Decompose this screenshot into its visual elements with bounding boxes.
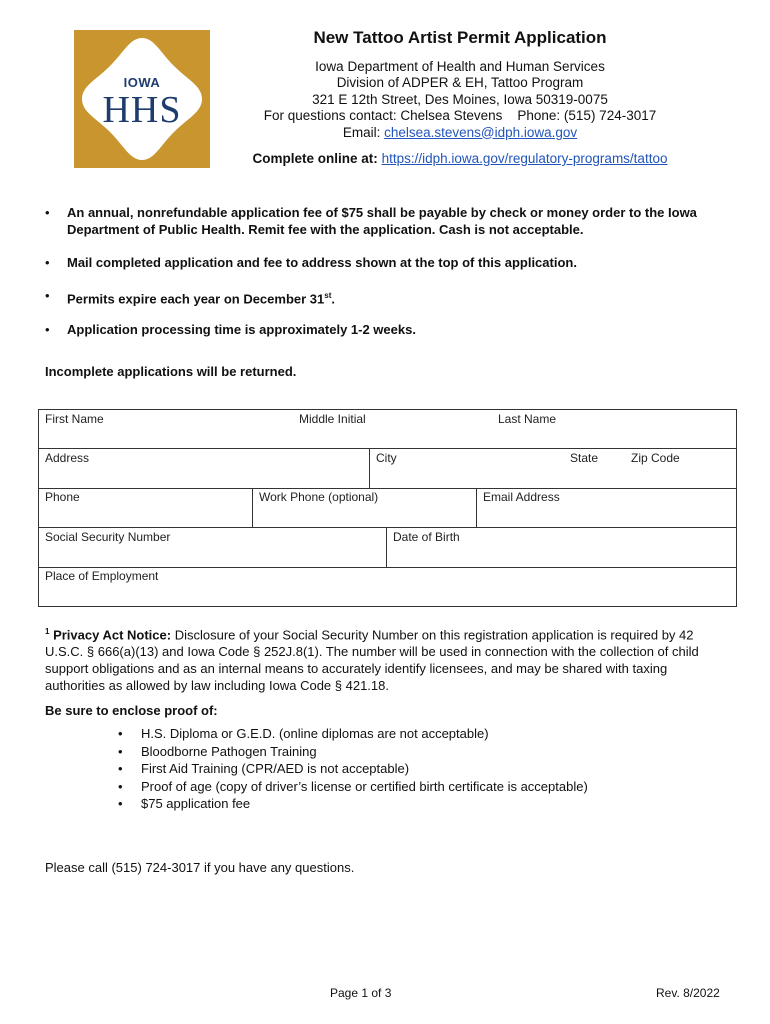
expire-bullet	[45, 288, 335, 308]
enclose-item: • H.S. Diploma or G.E.D. (online diplomas are not acceptable)	[118, 725, 588, 743]
expire-superscript: st	[324, 291, 332, 300]
contact-line: For questions contact: Chelsea Stevens Phone: (515) 724-3017	[263, 108, 657, 123]
email-address-field[interactable]: Email Address	[483, 490, 560, 504]
date-of-birth-field[interactable]: Date of Birth	[393, 530, 460, 544]
form-divider	[252, 488, 253, 527]
place-of-employment-field[interactable]: Place of Employment	[45, 569, 159, 583]
enclose-item: • $75 application fee	[118, 795, 588, 813]
privacy-footnote-marker: 1	[45, 627, 50, 636]
email-label: Email:	[342, 124, 381, 140]
fee-bullet: • An annual, nonrefundable application fee of $75 shall be payable by check or money order to the Iowa Department of Public Health. Remit fee with the application. Cash is not acceptable.	[45, 205, 715, 238]
logo-hhs-text: HHS	[102, 89, 182, 131]
middle-initial-field[interactable]: Middle Initial	[299, 412, 366, 426]
logo-iowa-text: IOWA	[123, 75, 161, 90]
page-title: New Tattoo Artist Permit Application	[313, 28, 607, 47]
enclose-item: • Proof of age (copy of driver’s license or certified birth certificate is acceptable)	[118, 778, 588, 796]
incomplete-note: Incomplete applications will be returned.	[45, 364, 297, 379]
header-block	[230, 30, 690, 168]
processing-bullet: • Application processing time is approximately 1-2 weeks.	[45, 322, 416, 339]
page-number: Page 1 of 3	[330, 986, 392, 1000]
online-line	[230, 151, 690, 168]
form-divider	[386, 527, 387, 567]
form-divider	[369, 448, 370, 488]
questions-note: Please call (515) 724-3017 if you have any questions.	[45, 860, 355, 875]
agency-line: Iowa Department of Health and Human Services	[315, 58, 605, 74]
work-phone-field[interactable]: Work Phone (optional)	[259, 490, 379, 504]
division-line: Division of ADPER & EH, Tattoo Program	[336, 75, 584, 90]
phone-field[interactable]: Phone	[45, 490, 80, 504]
email-link[interactable]: chelsea.stevens@idph.iowa.gov	[384, 124, 578, 140]
state-field[interactable]: State	[570, 451, 599, 465]
last-name-field[interactable]: Last Name	[498, 412, 557, 426]
form-divider	[476, 488, 477, 527]
privacy-label: Privacy Act Notice:	[53, 627, 172, 643]
form-divider	[39, 488, 736, 489]
expire-text: Permits expire each year on December 31	[67, 291, 325, 307]
mail-bullet: • Mail completed application and fee to address shown at the top of this application.	[45, 255, 577, 272]
enclose-item: • First Aid Training (CPR/AED is not acceptable)	[118, 760, 588, 778]
enclose-list	[118, 725, 588, 813]
form-divider	[39, 527, 736, 528]
online-label: Complete online at:	[252, 151, 378, 166]
form-divider	[39, 448, 736, 449]
privacy-text: Disclosure of your Social Security Number on this registration application is required by 42 U.S.C. § 666(a)(13) and Iowa Code § 252J.8(1). The number will be used in connection with the collection of child support obligations and as an internal means to accurately identify licensees, and may be shared with taxing authorities as allowed by law including Iowa Code § 421.18.	[45, 627, 699, 694]
applicant-form	[38, 409, 737, 607]
revision-date: Rev. 8/2022	[656, 986, 720, 1000]
iowa-hhs-logo	[74, 30, 210, 168]
ssn-field[interactable]: Social Security Number	[45, 530, 171, 544]
privacy-notice	[45, 623, 725, 694]
zip-code-field[interactable]: Zip Code	[631, 451, 680, 465]
form-divider	[39, 567, 736, 568]
email-line	[230, 125, 690, 142]
enclose-item: • Bloodborne Pathogen Training	[118, 743, 588, 761]
first-name-field[interactable]: First Name	[45, 412, 104, 426]
expire-period: .	[331, 291, 336, 307]
address-field[interactable]: Address	[45, 451, 90, 465]
online-link[interactable]: https://idph.iowa.gov/regulatory-programs/tattoo	[381, 151, 668, 166]
address-line: 321 E 12th Street, Des Moines, Iowa 50319-0075	[312, 91, 608, 107]
enclose-title: Be sure to enclose proof of:	[45, 703, 218, 718]
city-field[interactable]: City	[376, 451, 397, 465]
